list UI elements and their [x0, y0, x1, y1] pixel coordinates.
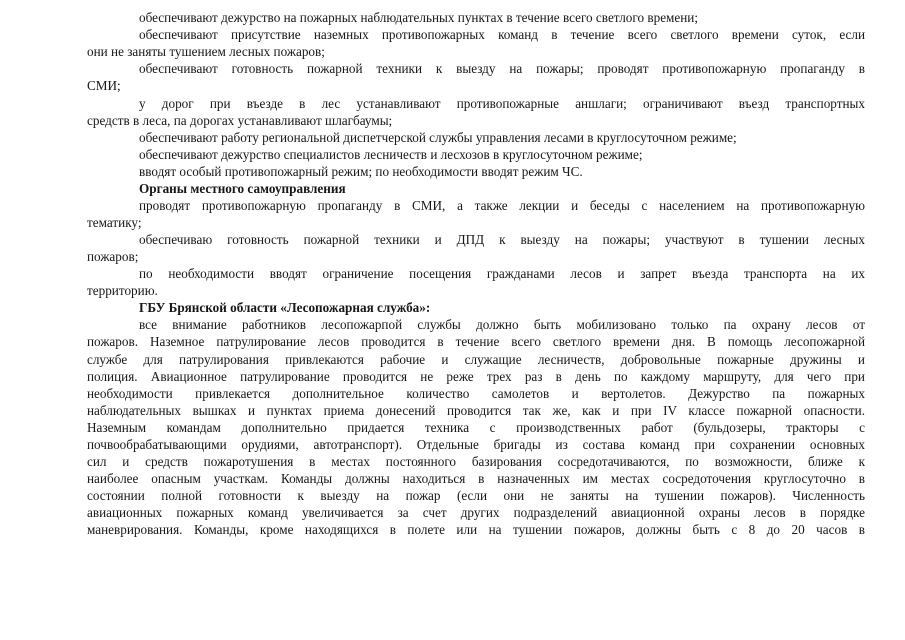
text-line: у дорог при въезде в лес устанавливают противопожарные аншлаги; ограничивают въезд транспортных [139, 96, 865, 111]
section-heading: Органы местного самоуправления [139, 181, 346, 196]
text-line: пожаров. Наземное патрулирование лесов проводится в течение всего светлого времени дня. В помощь лесопожарной [87, 334, 865, 349]
text-line: наиболее опасным участкам. Команды должны находиться в назначенных им местах сосредоточения круглосуточно в [87, 471, 865, 486]
text-line: обеспечивают дежурство специалистов лесничеств и лесхозов в круглосуточном режиме; [139, 147, 643, 162]
text-line: состоянии полной готовности к выезду на пожар (если они не заняты на тушении пожаров). Численность [87, 488, 865, 503]
text-line: Наземным командам дополнительно придается техника с производственных работ (бульдозеры, тракторы с [87, 420, 865, 435]
text-line: сил и средств пожаротушения в местах постоянного базирования сосредотачиваются, по возможности, ближе к [87, 454, 865, 469]
text-line: проводят противопожарную пропаганду в СМИ, а также лекции и беседы с населением на противопожарную [139, 198, 865, 213]
text-line: почвообрабатывающими орудиями, автотранспорт). Отдельные бригады из состава команд при сохранении основных [87, 437, 865, 452]
text-line: средств в леса, па дорогах устанавливают шлагбаумы; [87, 113, 393, 128]
text-line: они не заняты тушением лесных пожаров; [87, 44, 325, 59]
text-line: авиационных пожарных команд увеличивается за счет других подразделений авиационной охраны лесов в порядке [87, 505, 865, 520]
text-line: необходимости привлекается дополнительное количество самолетов и вертолетов. Дежурство па пожарных [87, 386, 865, 401]
text-line: обеспечивают дежурство на пожарных наблюдательных пунктах в течение всего светлого времени; [139, 10, 699, 25]
text-line: полиция. Авиационное патрулирование проводится не реже трех раз в день по каждому маршруту, для чего при [87, 369, 865, 384]
text-line: наблюдательных вышках и пунктах приема донесений проводится так же, как и при IV классе пожарной опасности. [87, 403, 865, 418]
text-line: обеспечиваю готовность пожарной техники и ДПД к выезду на пожары; участвуют в тушении лесных [139, 232, 865, 247]
text-line: обеспечивают работу региональной диспетчерской службы управления лесами в круглосуточном режиме; [139, 130, 737, 145]
text-line: вводят особый противопожарный режим; по необходимости вводят режим ЧС. [139, 164, 583, 179]
text-line: маневрирования. Команды, кроме находящихся в полете или на тушении пожаров, должны быть с 8 до 20 часов в [87, 522, 865, 537]
text-line: тематику; [87, 215, 142, 230]
text-line: обеспечивают присутствие наземных противопожарных команд в течение всего светлого времени суток, если [139, 27, 865, 42]
text-line: по необходимости вводят ограничение посещения гражданами лесов и запрет въезда транспорта на их [139, 266, 865, 281]
text-line: СМИ; [87, 78, 121, 93]
text-line: территорию. [87, 283, 158, 298]
text-line: все внимание работников лесопожарпой службы должно быть мобилизовано только па охрану лесов от [139, 317, 865, 332]
section-heading: ГБУ Брянской области «Лесопожарная служба»: [139, 300, 431, 315]
text-line: пожаров; [87, 249, 139, 264]
text-line: службе для патрулирования привлекаются рабочие и служащие лесничеств, добровольные пожарные дружины и [87, 352, 865, 367]
text-line: обеспечивают готовность пожарной техники к выезду на пожары; проводят противопожарную пропаганду в [139, 61, 865, 76]
